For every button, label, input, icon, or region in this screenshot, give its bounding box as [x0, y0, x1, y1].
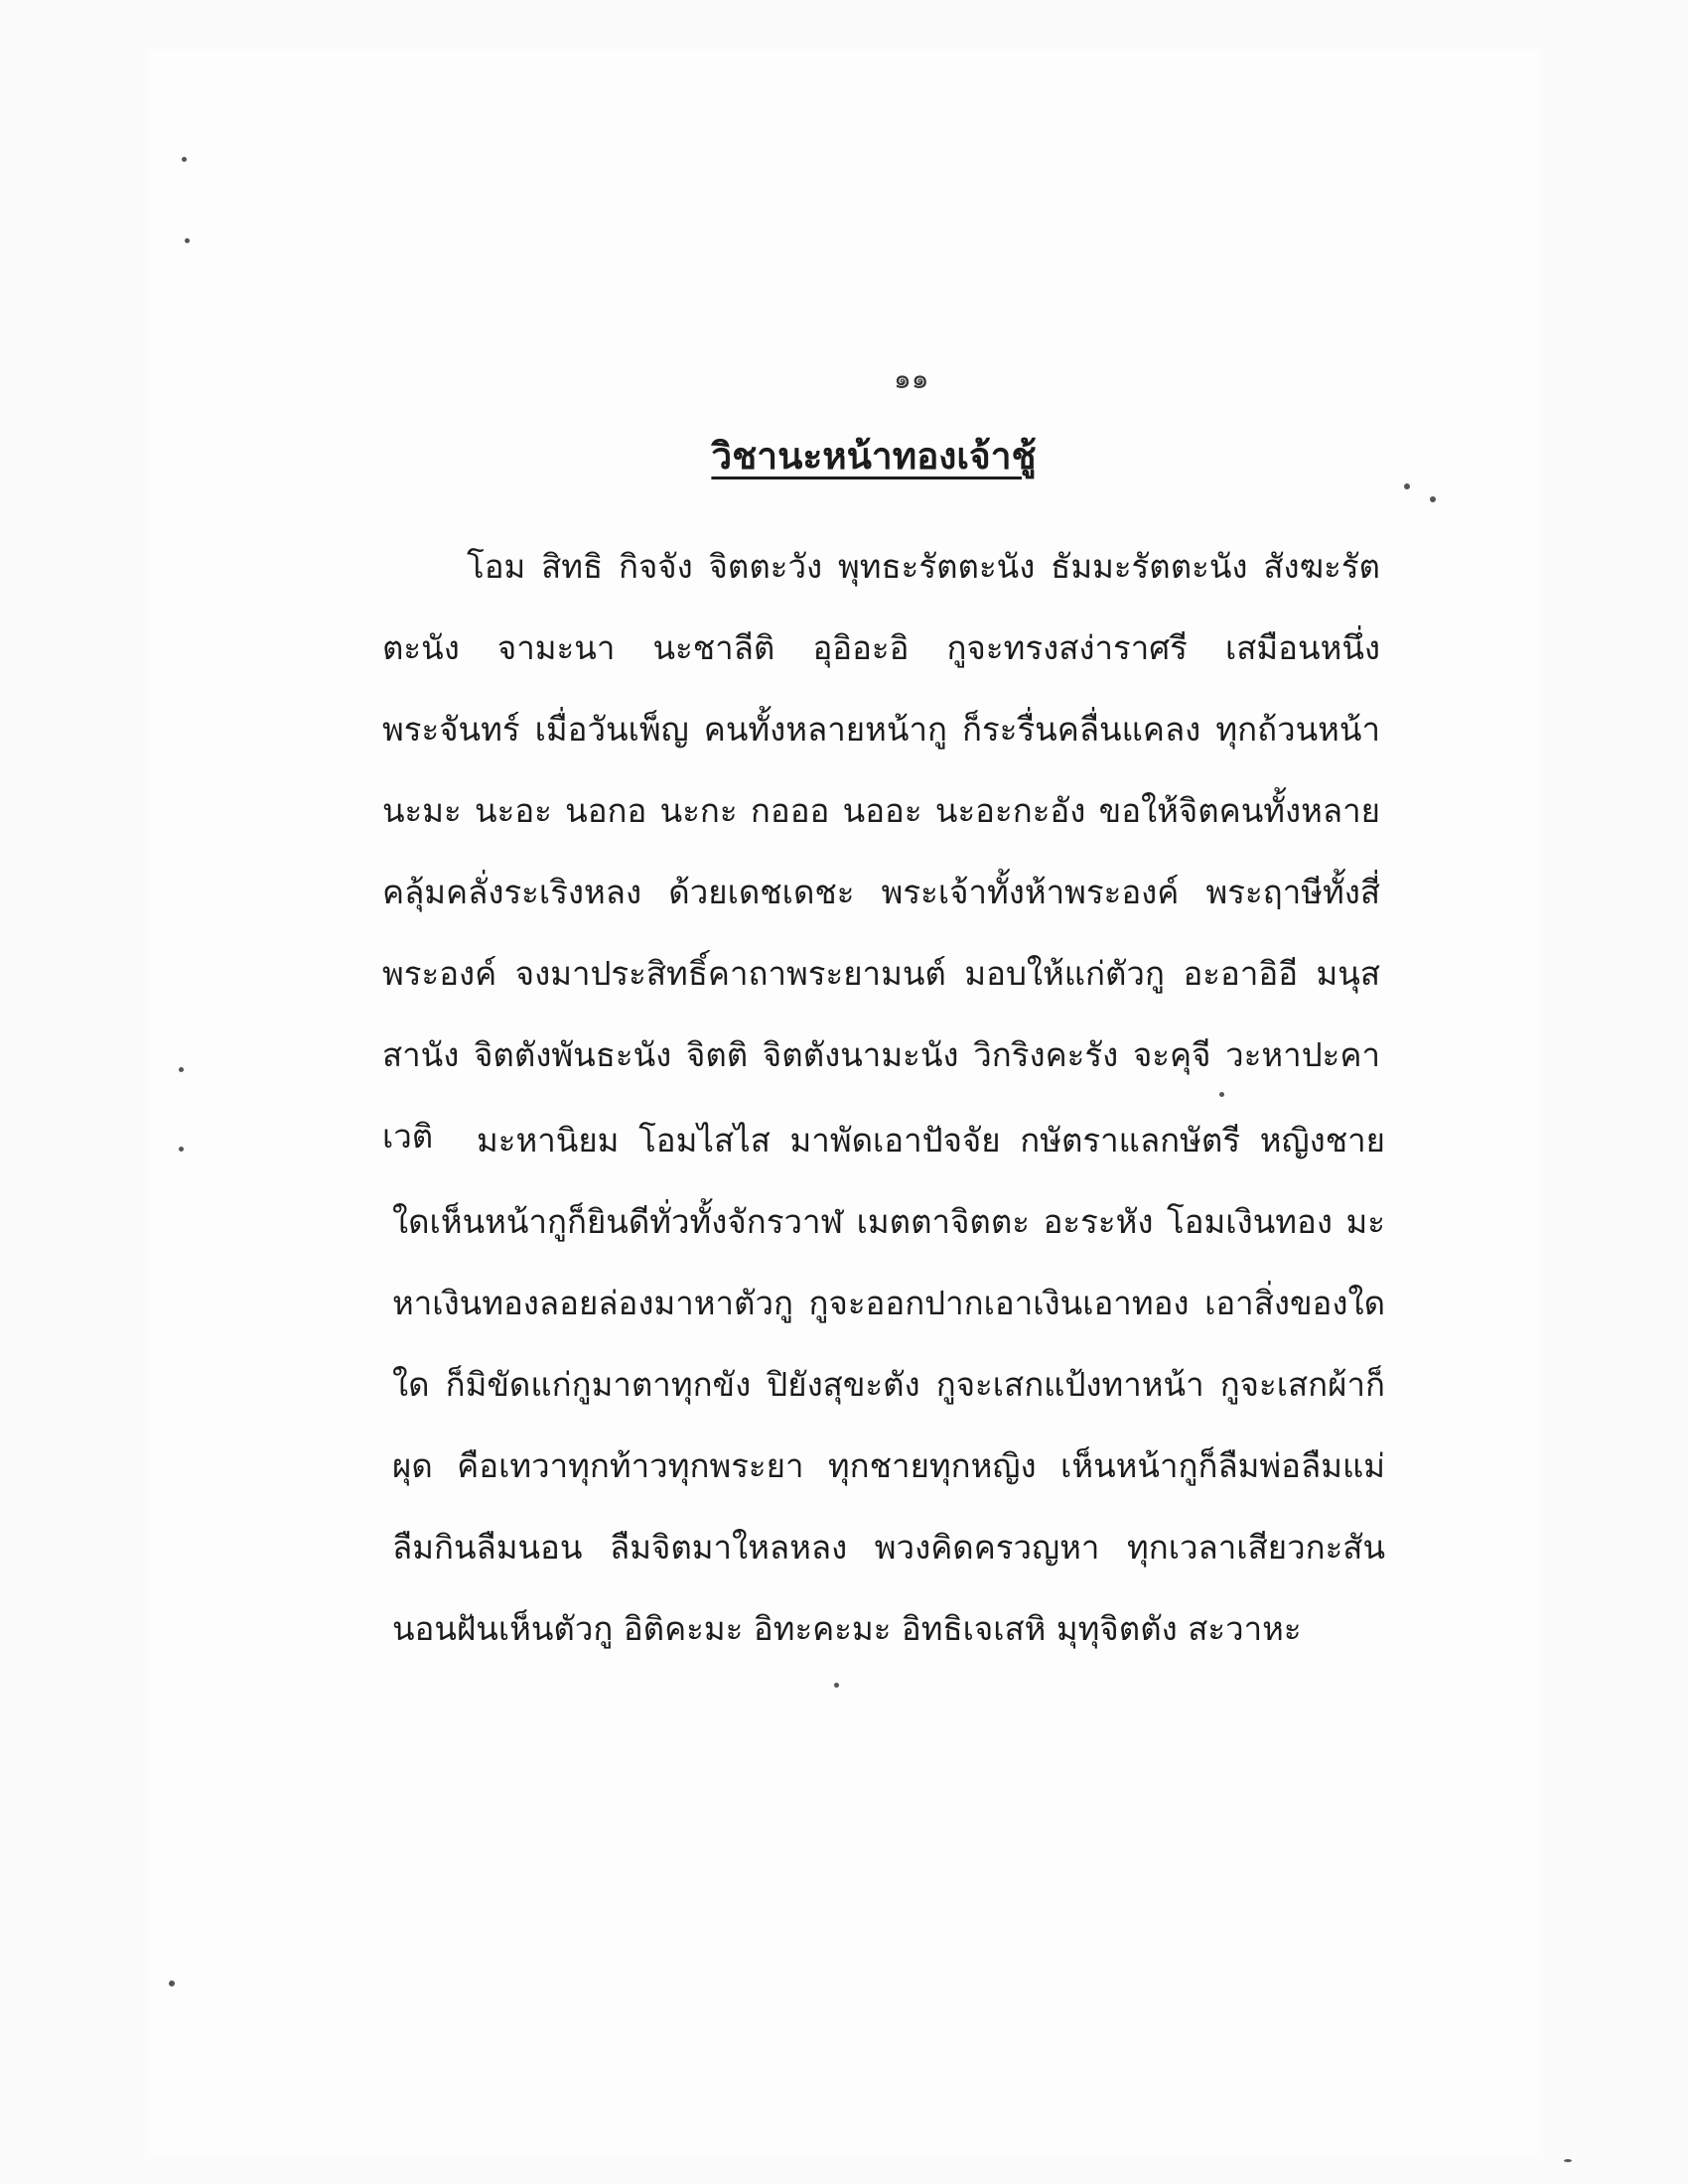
- scan-speck: [169, 1980, 175, 1986]
- paragraph-1: โอม สิทธิ กิจจัง จิตตะวัง พุทธะรัตตะนัง ธัมมะรัตตะนัง สังฆะรัตตะนัง จามะนา นะชาลีติ อุอิอะอิ กูจะทรงสง่าราศรี เสมือนหนึ่งพระจันทร์ เมื่อวันเพ็ญ คนทั้งหลายหน้ากู ก็ระรื่นคลื่นแคลง ทุกถ้วนหน้า นะมะ นะอะ นอกอ นะกะ กอออ นออะ นะอะกะอัง ขอให้จิตคนทั้งหลาย คลุ้มคลั่งระเริงหลง ด้วยเดชเดชะ พระเจ้าทั้งห้าพระองค์ พระฤาษีทั้งสี่พระองค์ จงมาประสิทธิ์คาถาพระยามนต์ มอบให้แก่ตัวกู อะอาอิอี มนุสสานัง จิตตังพันธะนัง จิตติ จิตตังนามะนัง วิกริงคะรัง จะคุจี วะหาปะคาเวติ: [382, 547, 1380, 1156]
- scan-speck: [834, 1683, 839, 1688]
- scan-speck: [1430, 496, 1436, 502]
- scan-speck: [179, 1067, 184, 1072]
- page-number: ๑๑: [894, 362, 929, 395]
- scan-speck: [179, 1147, 184, 1152]
- scan-speck: [185, 238, 190, 243]
- scan-speck: [1404, 483, 1410, 489]
- paragraph-2: มะหานิยม โอมไสไส มาพัดเอาปัจจัย กษัตราแลกษัตรี หญิงชายใดเห็นหน้ากูก็ยินดีทั่วทั้งจักรวาฬ เมตตาจิตตะ อะระหัง โอมเงินทอง มะหาเงินทองลอยล่องมาหาตัวกู กูจะออกปากเอาเงินเอาทอง เอาสิ่งของใดใด ก็มิขัดแก่กูมาตาทุกขัง ปิยังสุขะตัง กูจะเสกแป้งทาหน้า กูจะเสกผ้าก็ผุด คือเทวาทุกท้าวทุกพระยา ทุกชายทุกหญิง เห็นหน้ากูก็ลืมพ่อลืมแม่ ลืมกินลืมนอน ลืมจิตมาใหลหลง พวงคิดครวญหา ทุกเวลาเสียวกะสัน นอนฝันเห็นตัวกู อิติคะมะ อิทะคะมะ อิทธิเจเสหิ มุทุจิตตัง สะวาหะ: [392, 1121, 1385, 1648]
- scan-speck: [1564, 2159, 1572, 2162]
- document-title: วิชานะหน้าทองเจ้าชู้: [711, 434, 1037, 478]
- scan-speck: [182, 157, 187, 162]
